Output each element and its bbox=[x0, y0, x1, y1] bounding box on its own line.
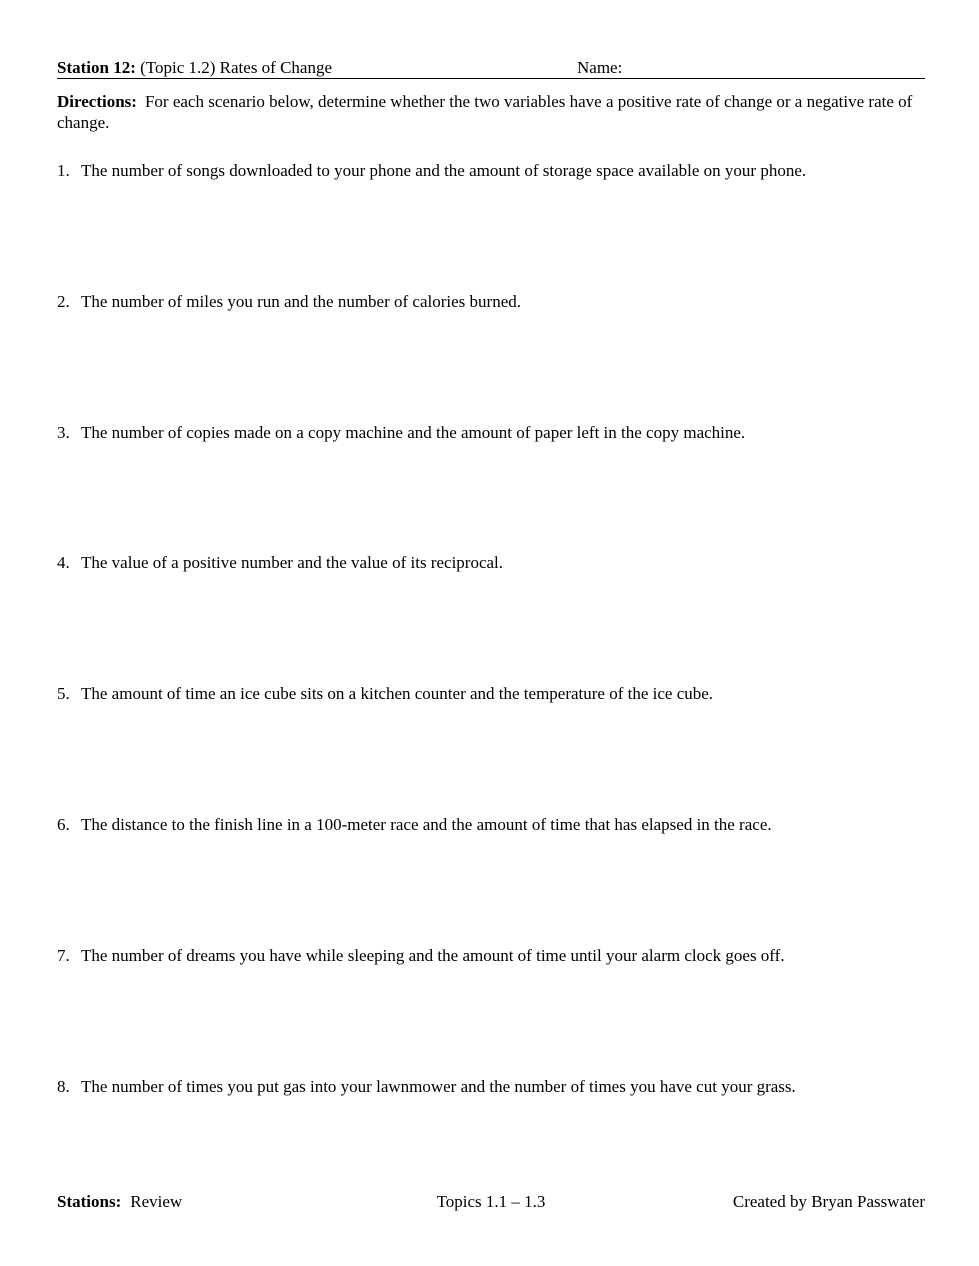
station-label: Station 12: bbox=[57, 58, 136, 77]
directions-paragraph bbox=[57, 91, 925, 134]
scenario-item-2 bbox=[57, 291, 925, 312]
footer-credit: Created by Bryan Passwater bbox=[732, 1192, 925, 1211]
header-divider-line bbox=[57, 78, 925, 79]
item-text: The number of copies made on a copy machine and the amount of paper left in the copy machine. bbox=[81, 423, 746, 442]
scenario-item-3 bbox=[57, 422, 925, 443]
item-number: 1. bbox=[57, 161, 70, 180]
item-number: 4. bbox=[57, 553, 70, 572]
item-number: 3. bbox=[57, 423, 70, 442]
item-text: The number of times you put gas into your lawnmower and the number of times you have cut your grass. bbox=[81, 1077, 796, 1096]
stations-value: Review bbox=[130, 1192, 183, 1211]
item-number: 6. bbox=[57, 815, 70, 834]
page-title bbox=[57, 57, 332, 78]
scenario-item-7 bbox=[57, 945, 925, 966]
directions-label: Directions: bbox=[57, 92, 137, 111]
item-text: The number of dreams you have while sleeping and the amount of time until your alarm clock goes off. bbox=[81, 946, 785, 965]
item-number: 8. bbox=[57, 1077, 70, 1096]
scenario-item-4 bbox=[57, 552, 925, 573]
directions-text: For each scenario below, determine whether the two variables have a positive rate of change or a negative rate of change. bbox=[57, 92, 913, 133]
item-number: 2. bbox=[57, 292, 70, 311]
footer-stations bbox=[57, 1191, 437, 1212]
name-label: Name: bbox=[577, 58, 623, 77]
item-text: The amount of time an ice cube sits on a kitchen counter and the temperature of the ice cube. bbox=[81, 684, 714, 703]
station-title-rest: (Topic 1.2) Rates of Change bbox=[135, 58, 333, 77]
page-header bbox=[57, 57, 925, 78]
scenario-item-5 bbox=[57, 683, 925, 704]
stations-label: Stations: bbox=[57, 1192, 122, 1211]
scenario-item-6 bbox=[57, 814, 925, 835]
page-footer bbox=[57, 1191, 925, 1212]
item-text: The number of miles you run and the number of calories burned. bbox=[81, 292, 521, 311]
footer-topics: Topics 1.1 – 1.3 bbox=[436, 1192, 546, 1211]
item-text: The distance to the finish line in a 100-meter race and the amount of time that has elapsed in the race. bbox=[81, 815, 772, 834]
scenario-item-8 bbox=[57, 1076, 925, 1097]
item-number: 5. bbox=[57, 684, 70, 703]
scenario-item-1 bbox=[57, 160, 925, 181]
item-number: 7. bbox=[57, 946, 70, 965]
item-text: The value of a positive number and the value of its reciprocal. bbox=[81, 553, 504, 572]
item-text: The number of songs downloaded to your phone and the amount of storage space available on your phone. bbox=[81, 161, 807, 180]
